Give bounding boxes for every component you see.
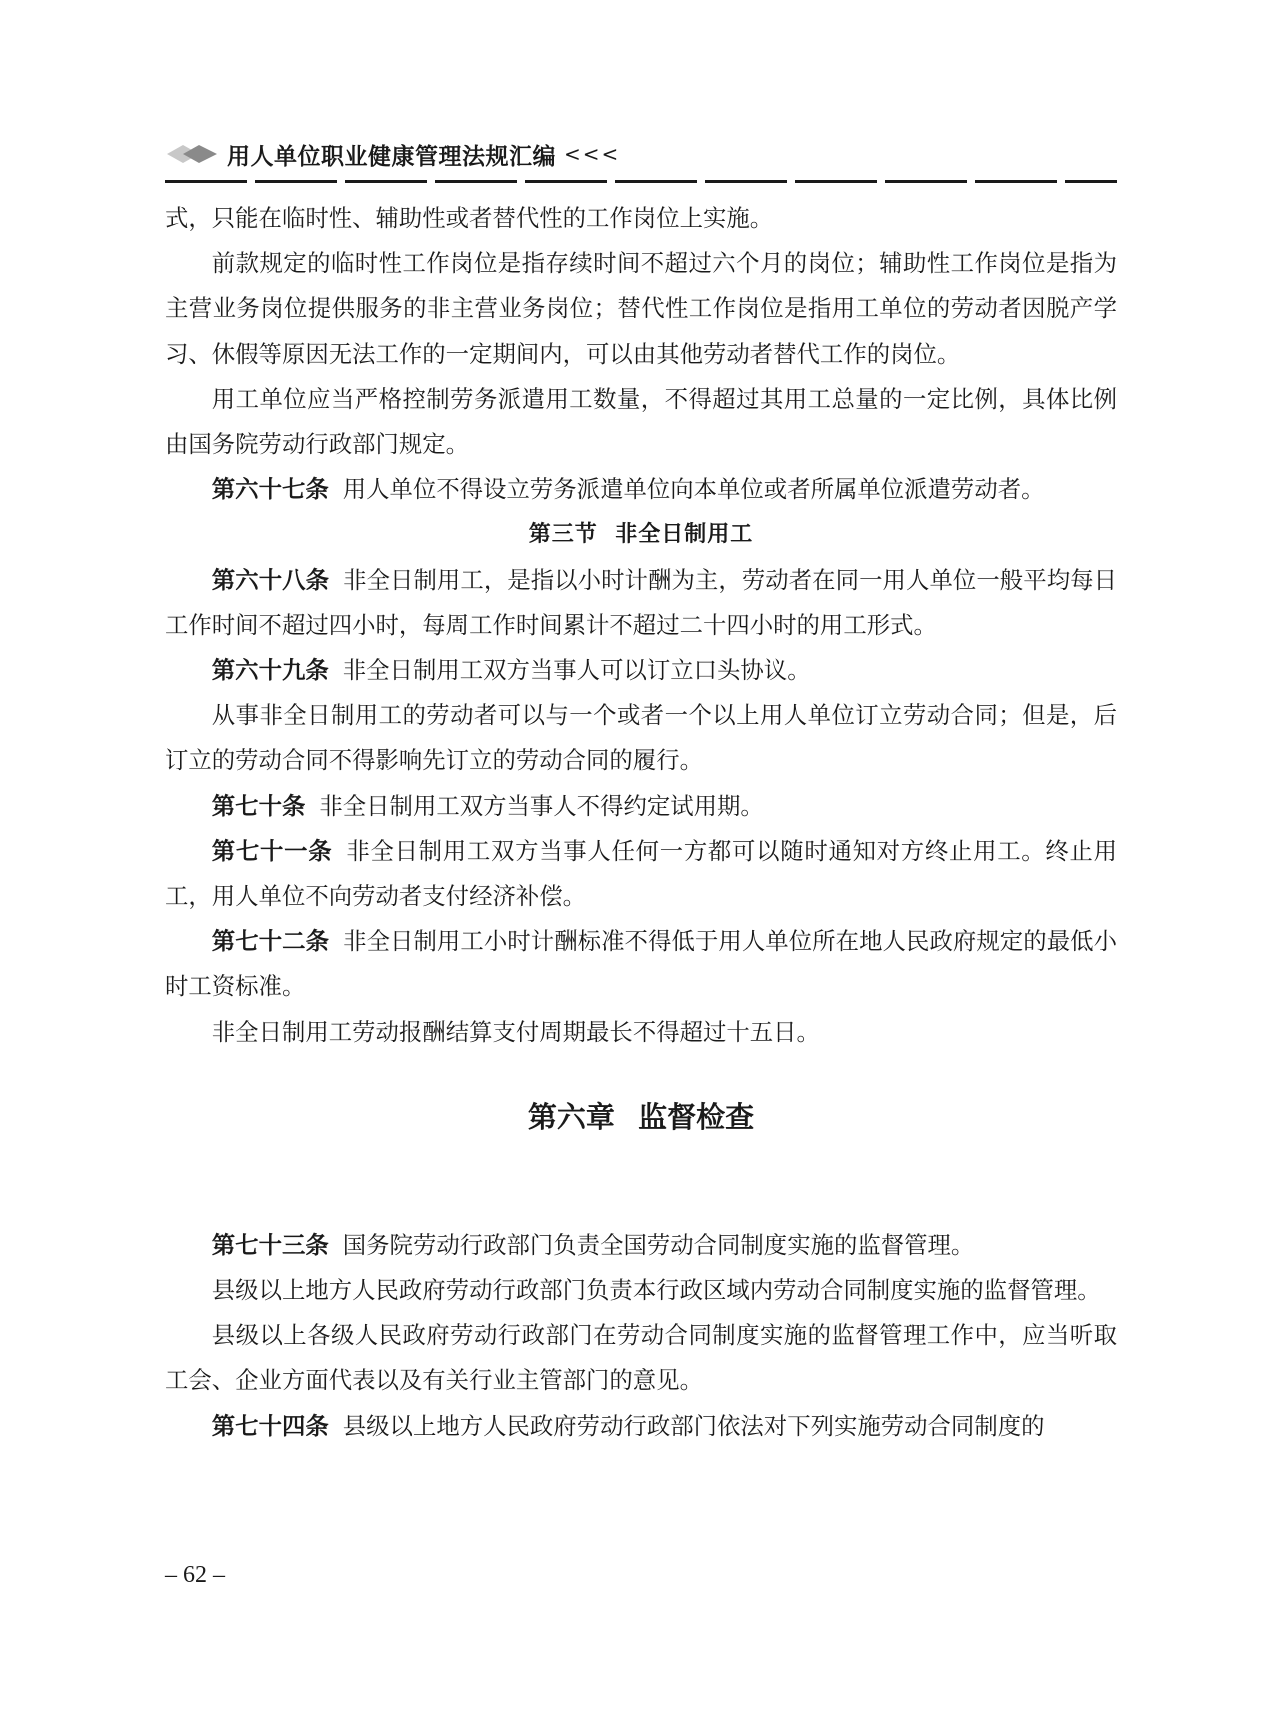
header-dashed-rule — [165, 180, 1117, 183]
article-text: 非全日制用工，是指以小时计酬为主，劳动者在同一用人单位一般平均每日工作时间不超过四小时，每周工作时间累计不超过二十四小时的用工形式。 — [165, 565, 1118, 639]
article-73 — [165, 1223, 1117, 1268]
double-diamond-logo-icon — [165, 141, 221, 167]
article-text: 县级以上地方人民政府劳动行政部门依法对下列实施劳动合同制度的 — [342, 1411, 1045, 1440]
page-body — [165, 196, 1117, 1449]
article-text: 非全日制用工小时计酬标准不得低于用人单位所在地人民政府规定的最低小时工资标准。 — [165, 927, 1118, 1001]
article-69 — [165, 648, 1117, 693]
paragraph: 用工单位应当严格控制劳务派遣用工数量，不得超过其用工总量的一定比例，具体比例由国务院劳动行政部门规定。 — [165, 384, 1117, 459]
article-label: 第六十八条 — [211, 565, 330, 594]
paragraph: 非全日制用工劳动报酬结算支付周期最长不得超过十五日。 — [211, 1017, 820, 1046]
article-67 — [165, 467, 1117, 512]
running-header — [165, 136, 1117, 172]
header-chevrons: <<< — [564, 142, 621, 166]
section-name: 非全日制用工 — [615, 522, 754, 548]
section-heading — [165, 512, 1117, 557]
article-label: 第七十一条 — [211, 836, 333, 865]
section-number: 第三节 — [528, 522, 598, 548]
article-label: 第七十条 — [211, 791, 306, 820]
article-68 — [165, 558, 1117, 648]
chapter-name: 监督检查 — [638, 1099, 755, 1134]
article-text: 国务院劳动行政部门负责全国劳动合同制度实施的监督管理。 — [342, 1230, 975, 1259]
article-72 — [165, 919, 1117, 1009]
article-70 — [165, 784, 1117, 829]
article-71 — [165, 829, 1117, 919]
book-title: 用人单位职业健康管理法规汇编 — [227, 143, 556, 170]
article-text: 非全日制用工双方当事人任何一方都可以随时通知对方终止用工。终止用工，用人单位不向劳动者支付经济补偿。 — [165, 836, 1118, 911]
article-label: 第七十三条 — [211, 1230, 329, 1259]
article-text: 非全日制用工双方当事人不得约定试用期。 — [319, 791, 764, 820]
article-label: 第六十七条 — [211, 475, 329, 504]
article-text: 用人单位不得设立劳务派遣单位向本单位或者所属单位派遣劳动者。 — [342, 475, 1045, 504]
chapter-heading — [165, 1055, 1117, 1223]
article-text: 非全日制用工双方当事人可以订立口头协议。 — [342, 656, 811, 685]
chapter-number: 第六章 — [527, 1099, 615, 1134]
article-label: 第七十二条 — [211, 927, 330, 956]
paragraph: 式，只能在临时性、辅助性或者替代性的工作岗位上实施。 — [165, 204, 774, 232]
paragraph: 县级以上地方人民政府劳动行政部门负责本行政区域内劳动合同制度实施的监督管理。 — [211, 1276, 1101, 1305]
article-label: 第六十九条 — [211, 656, 329, 685]
article-74 — [165, 1404, 1117, 1449]
paragraph: 前款规定的临时性工作岗位是指存续时间不超过六个月的岗位；辅助性工作岗位是指为主营业务岗位提供服务的非主营业务岗位；替代性工作岗位是指用工单位的劳动者因脱产学习、休假等原因无法工作的一定期间内，可以由其他劳动者替代工作的岗位。 — [165, 249, 1117, 368]
page-number: – 62 – — [165, 1562, 225, 1588]
paragraph: 从事非全日制用工的劳动者可以与一个或者一个以上用人单位订立劳动合同；但是，后订立的劳动合同不得影响先订立的劳动合同的履行。 — [165, 701, 1117, 775]
paragraph: 县级以上各级人民政府劳动行政部门在劳动合同制度实施的监督管理工作中，应当听取工会、企业方面代表以及有关行业主管部门的意见。 — [165, 1321, 1117, 1395]
article-label: 第七十四条 — [211, 1411, 329, 1440]
